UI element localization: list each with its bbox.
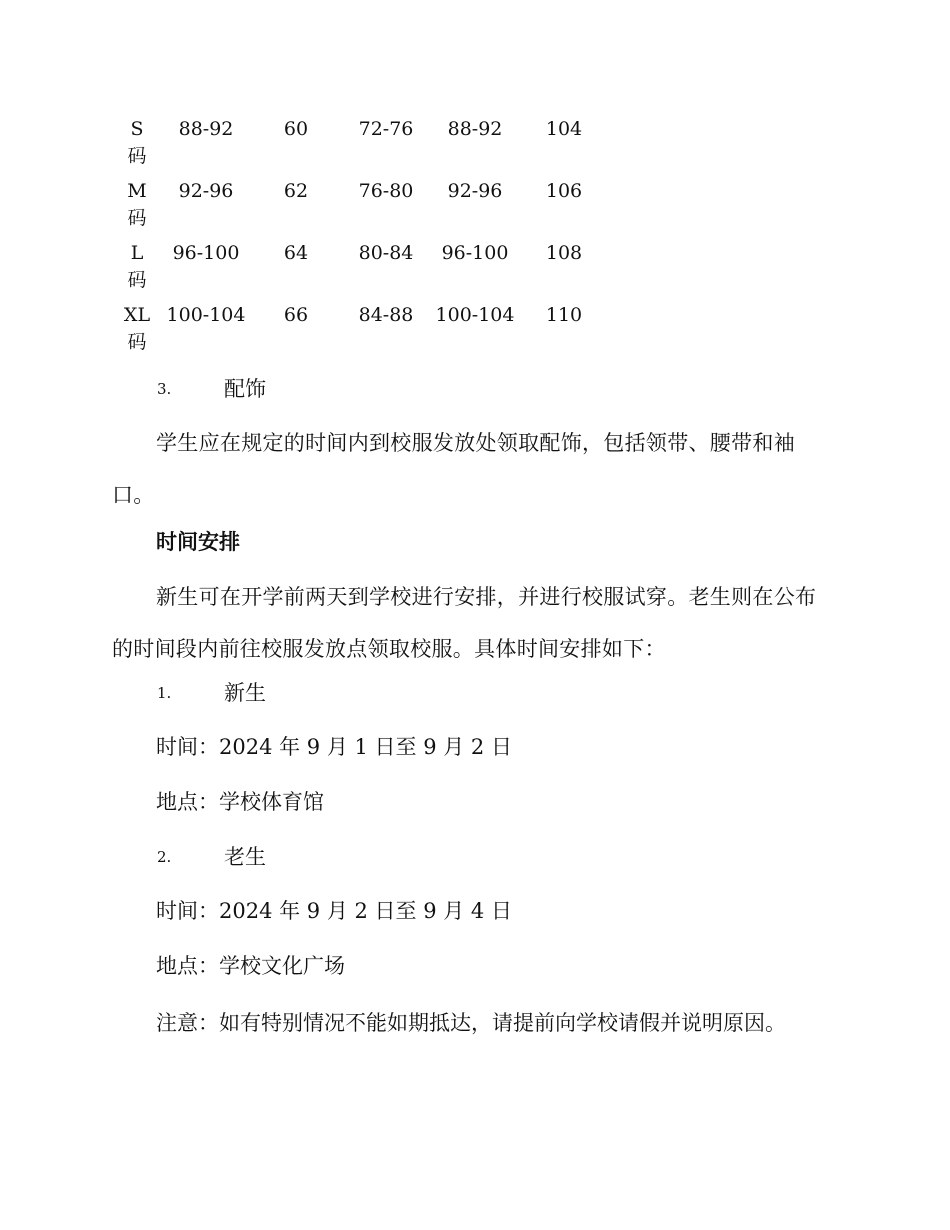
table-cell: 66 xyxy=(283,304,309,326)
size-label: S 码 xyxy=(127,118,147,167)
table-cell: 110 xyxy=(545,304,583,326)
table-cell: 72-76 xyxy=(358,118,414,140)
table-row xyxy=(112,302,602,364)
list-number: 2. xyxy=(157,848,172,866)
group-place: 地点：学校体育馆 xyxy=(156,790,324,814)
group-title: 新生 xyxy=(224,681,266,705)
note-text: 注意：如有特别情况不能如期抵达，请提前向学校请假并说明原因。 xyxy=(156,1011,786,1035)
size-label: L 码 xyxy=(127,242,147,291)
size-table xyxy=(112,116,602,364)
table-cell: 108 xyxy=(545,242,583,264)
table-cell: 64 xyxy=(283,242,309,264)
table-row xyxy=(112,240,602,302)
accessories-paragraph: 学生应在规定的时间内到校服发放处领取配饰，包括领带、腰带和袖口。 xyxy=(112,431,795,507)
table-cell: 96-100 xyxy=(441,242,509,264)
table-cell: 92-96 xyxy=(178,180,234,202)
table-cell: 96-100 xyxy=(172,242,240,264)
table-cell: 100-104 xyxy=(435,304,515,326)
table-cell: 104 xyxy=(545,118,583,140)
group-time: 时间：2024 年 9 月 2 日至 9 月 4 日 xyxy=(156,899,512,923)
table-cell: 106 xyxy=(545,180,583,202)
group-title: 老生 xyxy=(224,845,266,869)
list-number: 3. xyxy=(157,380,172,398)
table-cell: 76-80 xyxy=(358,180,414,202)
schedule-intro: 新生可在开学前两天到学校进行安排，并进行校服试穿。老生则在公布的时间段内前往校服发放点领取校服。具体时间安排如下： xyxy=(112,585,817,661)
table-cell: 80-84 xyxy=(358,242,414,264)
table-row xyxy=(112,116,602,178)
group-time: 时间：2024 年 9 月 1 日至 9 月 2 日 xyxy=(156,735,512,759)
size-label: M 码 xyxy=(127,180,147,229)
section-title: 配饰 xyxy=(224,377,266,401)
table-cell: 62 xyxy=(283,180,309,202)
table-cell: 60 xyxy=(283,118,309,140)
table-cell: 92-96 xyxy=(447,180,503,202)
table-cell: 84-88 xyxy=(358,304,414,326)
table-row xyxy=(112,178,602,240)
section-heading: 时间安排 xyxy=(156,530,240,554)
table-cell: 88-92 xyxy=(447,118,503,140)
size-label: XL 码 xyxy=(123,304,151,353)
group-place: 地点：学校文化广场 xyxy=(156,954,345,978)
table-cell: 100-104 xyxy=(166,304,246,326)
table-cell: 88-92 xyxy=(178,118,234,140)
list-number: 1. xyxy=(157,684,172,702)
